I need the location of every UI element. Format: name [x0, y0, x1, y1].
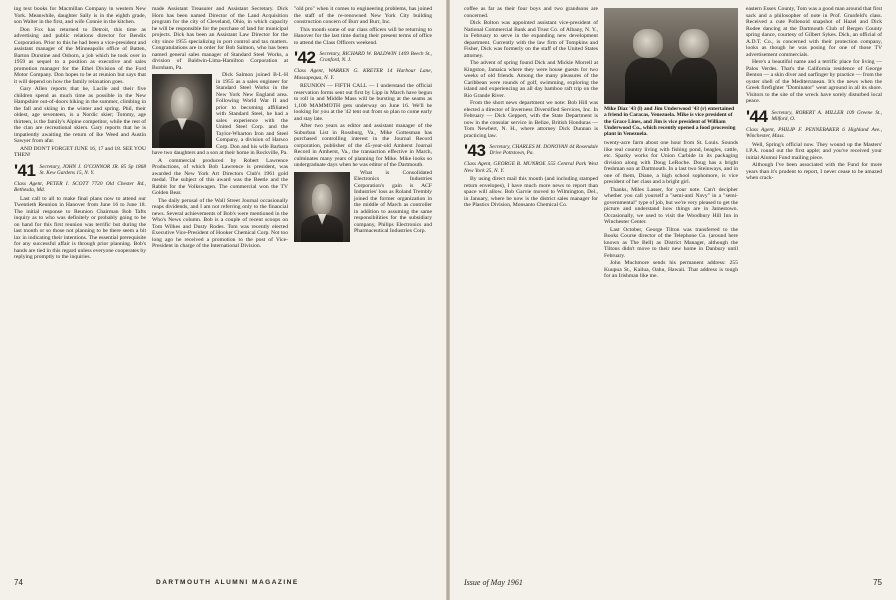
right-column-2	[604, 6, 738, 562]
paragraph: This month some of our class officers will be returning to Hanover for the last time during their present terms of office to attend the Class Officers weekend.	[294, 26, 432, 46]
left-column-2	[152, 6, 288, 562]
class-agent: Class Agent, PHILIP F. PENNEBAKER 6 Highland Ave., Winchester, Mass.	[746, 126, 882, 139]
class-secretary: Secretary, JOHN J. O'CONNOR JR. 85 Sp 1868 St. Kew Gardens 15, N. Y.	[39, 163, 146, 176]
class-secretary: Secretary, RICHARD W. BALDWIN 1409 Beech St., Cranford, N. J.	[319, 51, 432, 63]
issue-label: Issue of May 1961	[464, 578, 523, 587]
class-agent: Class Agent, GEORGE B. MUNROE 555 Central Park West New York 25, N. Y.	[464, 161, 598, 174]
page-number: 74	[14, 578, 23, 587]
paragraph: Here's a beautiful name and a terrific place for living — Palos Verdes. That's the California residence of George Benton — a skin diver and oarfinger by practice — from the oyster shell of the Mediterranean. It's the news when the Greek firefighter "Dominator" went aground in all its shore. Visitors to the site of the wreck have sorely disturbed local peace.	[746, 59, 882, 104]
paragraph: The advent of spring found Dick and Mickie Morrell at Kingston, Jamaica where they were house guests for two weeks of old friends. Among the many pleasures of the Caribbean were rounds of golf, swimming, exploring the island and experiencing an all day bamboo raft trip on the Rio Grande River.	[464, 60, 598, 99]
portrait-photo	[294, 172, 350, 242]
class-header-41	[14, 162, 146, 179]
group-photo	[604, 8, 738, 104]
right-column-3	[746, 6, 882, 562]
class-year: '43	[464, 141, 486, 160]
class-agent: Class Agent, PETER I. SCOTT 7720 Old Chester Rd., Bethesda, Md.	[14, 180, 146, 193]
class-year: '42	[294, 48, 316, 67]
paragraph: By using direct mail this month (and including stamped return envelopes), I have much more news to report than space will allow. Bob Garvie moved to Wilmington, Del., in January, where he now is the district sales manager for the Plastics Division, Monsanto Chemical Co.	[464, 176, 598, 208]
paragraph: Dick Salmon joined B-L-H in 1955 as a sales engineer for Standard Steel Works in the New York New England area. Following World War II and prior to becoming affiliated with Standard Steel, he had a sales experience with the United Steel Corp. and the Taylor-Wharton Iron and Steel Company, a division of Harsco Corp. Don and his wife Barbara have two daughters and a son at their home in Rockville, Pa.	[152, 72, 288, 156]
paragraph: From the short news department we note: Bob Hill was elected a director of Inverness Diversified Services, Inc. In February — Dick Geppert, with the State Department is now in the consular service in Belize, British Honduras — Tom Newbert, N. H., where attorney Dick Dunnan is practicing law.	[464, 100, 598, 139]
left-column-1	[14, 6, 146, 562]
paragraph: Thanks, Miles Lasser, for your note. Can't decipher whether you call yourself a "semi-anti Navy" in a "semi-governmental" type of job, but we're very pleased to get the picture and understand how things are in Jamestown. Occasionally, we used to visit the Woodbury Hill Inn in Winchester Center.	[604, 186, 738, 226]
class-header-44	[746, 108, 882, 125]
paragraph: Dick Bolton was appointed assistant vice-president of National Commercial Bank and Trust Co. of Albany, N. Y., in February to serve in the expanding new development department. Currently with the law firm of Tompkins and Fisher, Dick was formerly on the staff of the United States attorney.	[464, 20, 598, 59]
paragraph: AND DON'T FORGET JUNE 16, 17 and 18. SEE YOU THEN!	[14, 145, 146, 158]
class-header-42	[294, 49, 432, 66]
paragraph: Last October, George Tilton was transferred to the Books Course director of the Telephone Co. (around here known as The Bell) as District Manager, although the Tiltons didn't move to their new home in Danbury until February.	[604, 226, 738, 259]
page-number: 75	[873, 578, 882, 587]
paragraph: Last call to all to make final plans now to attend our Twentieth Reunion in Hanover from June 16 to June 18. The initial response to Reunion Chairman Bob Tafts inquiry as to who was definitely or probably going to be on hand for this first reunion was terrific but during the last month or so those not planning to be there seem a bit lax in indicating their intentions. The essential prerequisite for any successful affair is through prior planning. Bob's hands are tied in this regard unless everyone cooperates by replying promptly to the inquiries.	[14, 195, 146, 260]
paragraph: Don Fox has returned to Detroit, this time as advertising and public relations director for Bendix Corporation. Prior to this he had been a vice-president and assistant manager of the Minneapolis office of Batten, Barton Durstine and Osborn, a job which he took over in 1959 as sequel to a position as executive and sales promotion manager for the Ethel Division of the Ford Motor Company. Don hopes to be at reunion but says that it will depend on how the family relaxation goes.	[14, 26, 146, 85]
paragraph: The daily perusal of the Wall Street Journal occasionally reaps dividends, and I am not referring only to the financial news. Several achievements of Bob's were mentioned in the Who's News column. Bob is a couple of recent scoops on Tom Wilkes and Dusty Rodes. Tom was recently elected Executive Vice-President of Hooker Chemical Corp. Not too long ago he received a promotion to the post of Vice-President in charge of the International Division.	[152, 197, 288, 249]
footer-title: DARTMOUTH ALUMNI MAGAZINE	[156, 579, 299, 586]
paragraph: Gary Allen reports that he, Lucile and their five children spend as much time as possible in the New Hampshire out-of-doors hiking in the summer, climbing in the fall and skiing in the winter and spring. Phil, their oldest, age seventeen, is a Nordic skier; Tommy, age thirteen, is the family's Alpine competitor, while the rest of the clan are recreational skiers. Gary reports that he is impatiently awaiting the return of Ike Weed and Austin Sawyer from afar.	[14, 86, 146, 144]
class-year: '41	[14, 160, 36, 180]
class-header-43	[464, 142, 598, 159]
portrait-photo	[152, 74, 212, 148]
paragraph: "old pro" when it comes to engineering problems, has joined the staff of the re-renowned New York City building construction concern of Burr and Burr, Inc.	[294, 6, 432, 25]
paragraph: After two years as editor and assistant manager of the Suburban List in Rossburg, Va., Mike Gottesman has purchased controlling interest in the Journal Record corporation, publisher of the 45-year-old Amherst Journal Record in Amherst, Va., the transaction effective in March, culminates many years of planning for Mike. Mike looks so undergraduate days when he was editor of the Dartmouth.	[294, 123, 432, 168]
right-column-1	[464, 6, 598, 562]
paragraph: A commercial produced by Robert Lawrence Productions, of which Bob Lawrence is president, was awarded the New York Art Directors Club's 1961 gold medal. The subject of this award was the Beetle and the Rabbit for the Volkswagen. The commercial won the TV Golden Bear.	[152, 157, 288, 196]
paragraph: coffee as far as their four boys and two grandsons are concerned.	[464, 6, 598, 19]
paragraph: Well, Spring's official now. They wound up the Masters' I.P.A. round out the first apple; and you've received your initial Alumni Fund mailing piece.	[746, 141, 882, 161]
class-agent: Class Agent, WARREN G. KRETER 14 Harbour Lane, Massapequa, N. Y.	[294, 68, 432, 81]
paragraph: John Muchmore sends his permanent address: 255 Kuupua St., Kailua, Oahu, Hawaii. That address is tough for an Irishman like me.	[604, 260, 738, 280]
left-page	[0, 0, 446, 600]
photo-caption: Mike Diaz '43 (l) and Jim Underwood '43 (r) entertained a friend in Caracas, Venezuela. Mike is vice president of the Grace Lines, and Jim is vice president of William Underwood Co., which recently opened a food processing plant in Venezuela.	[604, 106, 736, 138]
paragraph: made Assistant Treasurer and Assistant Secretary. Dick Horn has been named Director of the Land Acquisition program for the city of Cleveland, Ohio, in which capacity he will be responsible for the purchase of land for municipal projects. Dick has been an Assistant Law Director for the city since 1955 specializing in port control and tax matters. Congratulations are in order for Bob Salmon, who has been named general sales manager of Standard Steel Works, a division of Baldwin-Lima-Hamilton Corporation at Burnham, Pa.	[152, 6, 288, 71]
left-column-3	[294, 6, 432, 562]
paragraph: eastern Essex County, Tom was a good man around that first sack and a philosopher of note in Prof. Grunfeld's class. Received a cute Pollenoid snapshot of Hazel and Dick Rodee dancing at the Dartmouth Club of Bergen County spring dance, courtesy of Gilbert Sykes. Dick, an official of A.D.T. Co., is concerned with their protection company, looks as though he was posing for one of those TV advertisement commercials.	[746, 6, 882, 58]
class-secretary: Secretary, ROBERT A. MILLER 109 Greene St., Milford, O.	[771, 109, 882, 122]
class-secretary: Secretary, CHARLES M. DONOVAN 44 Rosendale Drive Pottstown, Pa.	[489, 144, 598, 156]
paragraph: twenty-acre farm about one hour from St. Louis. Sounds like real country living with fishing pond, beagles, cattle, etc. Sparky works for Union Carbide in its packaging division along with Doug LeRoche. Doug has a bright freshman son at Dartmouth. In a last two Steinways, and in one of them, Diane, a high school sophomore, is vice president of her class and a bright girl.	[604, 140, 738, 186]
paragraph: Although I've been associated with the Fund for more years than it's prudent to report, I never cease to be amazed when crack-	[746, 162, 882, 181]
right-page	[450, 0, 896, 600]
paragraph: ing text books for Macmillan Company in western New York. Meanwhile, daughter Sally is in the eighth grade, son Walter in the first, and wife Connie in the kitchen.	[14, 6, 146, 25]
paragraph: REUNION — FIFTH CALL — I understand the official reservation forms sent out first by Lipp in March have begun to roll in and Middle Mass will be bursting at the seams as 1,100 MAMMOTH gets underway on June 16. We'll be looking for you at the '42 tent out front so plan to come early and stay late.	[294, 83, 432, 122]
class-year: '44	[746, 106, 768, 126]
paragraph: What is Consolidated Electronics Industries Corporation's gain is ACF Industries' loss as Roland Trembly joined the former organization in the middle of March as controller in addition to assuming the same responsibilities for the subsidiary company, Philips Electronics and Pharmaceutical Industries Corp.	[354, 169, 432, 234]
